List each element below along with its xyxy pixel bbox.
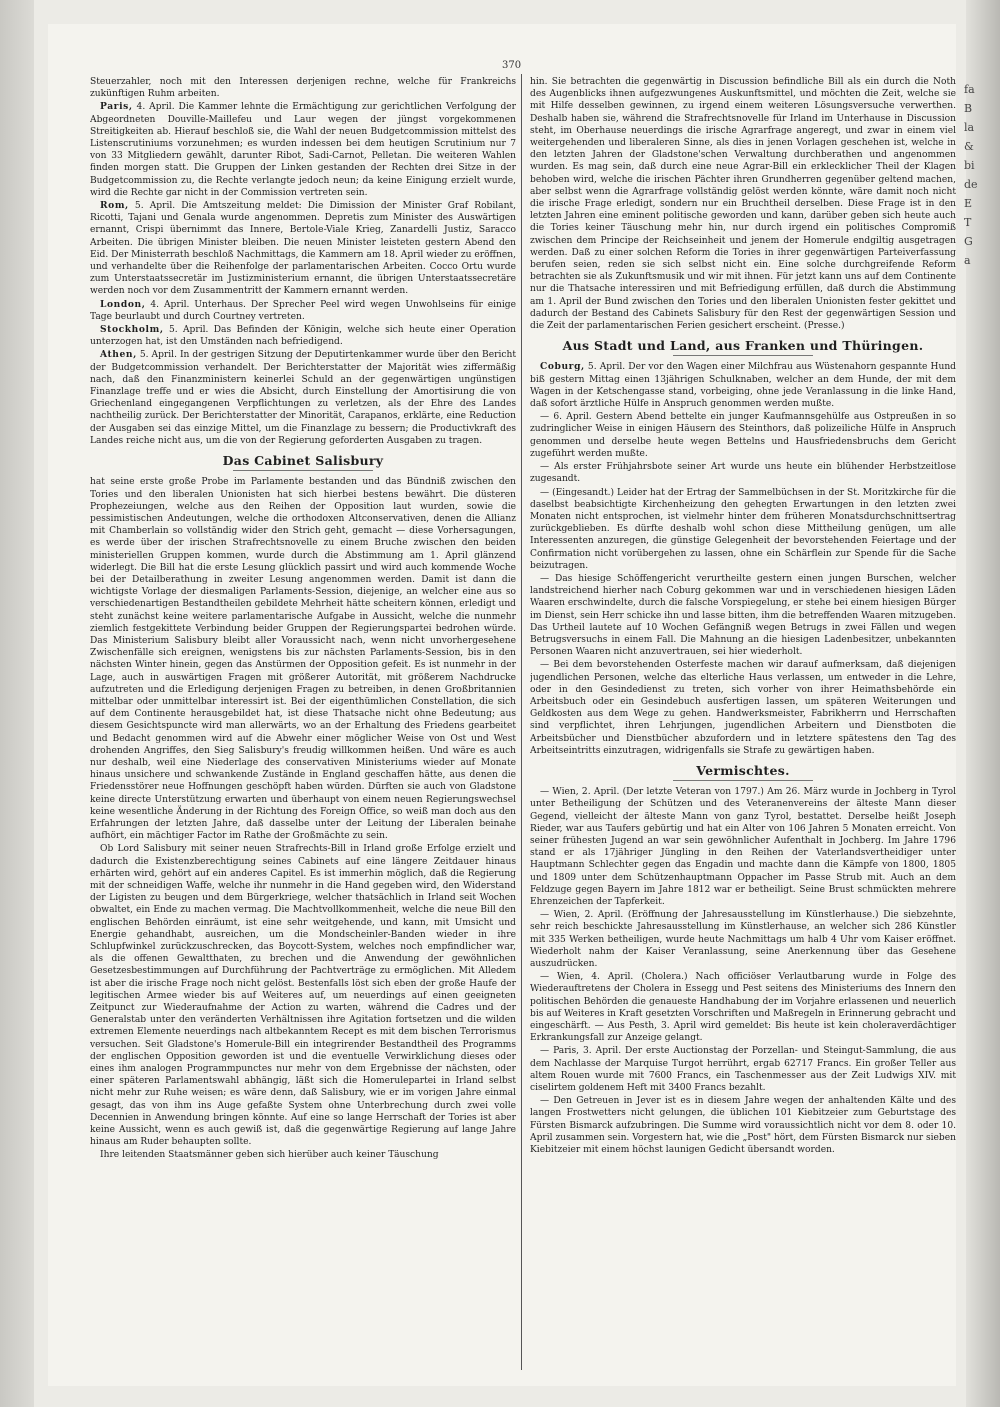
dateline-place: Coburg, [540,361,585,373]
scan-border-left [0,0,34,1407]
news-text: 5. April. Der vor den Wagen einer Milchfrau aus Wüstenahorn gespannte Hund biß gestern Mittag einen 13jährigen Schulknaben, welcher an dem Hunde, der mit dem Wagen in der Ketschengasse stand, vorbeiging, ohne jede Veranlassung in die linke Hand, daß sofort ärztliche Hülfe in Anspruch genommen werden mußte. [530,362,956,410]
news-item-stockholm [90,324,516,348]
dateline-place: Paris, [100,101,133,113]
dateline-place: London, [100,298,146,310]
news-item: — Wien, 4. April. (Cholera.) Nach officiöser Verlautbarung wurde in Folge des Wiederauftretens der Cholera in Essegg und Pest seitens des Ministeriums des Innern den politischen Behörden die genaueste Handhabung der im Vorjahre erlassenen und neuerlich bis auf Weiteres in Kraft gesetzten Vorschriften und Maßregeln in Erinnerung gebracht und eingeschärft. — Aus Pesth, 3. April wird gemeldet: Bis heute ist kein choleraverdächtiger Erkrankungsfall zur Anzeige gelangt. [530,972,956,1044]
bleed-fragment: la [964,121,975,134]
dateline-place: Stockholm, [100,324,164,336]
article-paragraph: Steuerzahler, noch mit den Interessen derjenigen rechne, welche für Frankreichs zukünftigen Ruhm arbeiten. [90,77,516,100]
news-text: 5. April. In der gestrigen Sitzung der Deputirtenkammer wurde über den Bericht der Budgetcommission verhandelt. Der Berichterstatter der Majorität wies ziffermäßig nach, daß den Finanzministern keinerlei Schuld an der gegenwärtigen ungünstigen Finanzlage treffe und er wies die Absicht, durch Einstellung der Amortisirung die von Griechenland eingegangenen Verpflichtungen zu verletzen, als der Ehre des Landes nachtheilig zurück. Der Berichterstatter der Minorität, Carapanos, erklärte, eine Reduction der Ausgaben sei das einzige Mittel, um die Finanzlage zu bessern; die Productivkraft des Landes reiche nicht aus, um die von der Regierung geforderten Ausgaben zu tragen. [90,350,516,446]
news-item-athens [90,349,516,447]
news-item: — Paris, 3. April. Der erste Auctionstag der Porzellan- und Steingut-Sammlung, die aus dem Nachlasse der Marquise Turgot herrührt, ergab 62717 Francs. Ein großer Teller aus altem Rouen wurde mit 7600 Francs, ein Taschenmesser aus der Zeit Ludwigs XIV. mit ciselirtem goldenem Heft mit 3400 Francs bezahlt. [530,1046,956,1094]
bleed-fragment: a [964,254,971,267]
news-item-coburg [530,361,956,410]
bleed-fragment: B [964,102,973,115]
news-item-paris [90,101,516,199]
news-item: — Bei dem bevorstehenden Osterfeste machen wir darauf aufmerksam, daß diejenigen jugendlichen Personen, welche das elterliche Haus verlassen, um entweder in die Lehre, oder in den Gesindedienst zu treten, sich vorher von ihrer Heimathsbehörde ein Arbeitsbuch oder ein Gesindebuch ausfertigen lassen, um späteren Weiterungen und Geldkosten aus dem Wege zu gehen. Handwerksmeister, Fabrikherrn und Herrschaften sind verpflichtet, ihren Lehrjungen, jugendlichen Arbeitern und Dienstboten die Arbeitsbücher und Dienstbücher abzufordern und in letztere spätestens den Tag des Arbeitseintritts einzutragen, widrigenfalls sie Strafe zu gewärtigen haben. [530,660,956,756]
bleed-fragment: de [964,178,978,191]
news-item-rome [90,200,516,298]
news-item-london [90,299,516,323]
column-rule [521,74,522,1370]
bleed-fragment: T [964,216,972,229]
news-item: — (Eingesandt.) Leider hat der Ertrag der Sammelbüchsen in der St. Moritzkirche für die daselbst beabsichtigte Kirchenheizung den gehegten Erwartungen in den letzten zwei Monaten nicht entsprochen, ist vielmehr hinter dem früheren Monatsdurchschnittsertrag zurückgeblieben. Es dürfte deshalb wohl schon diese Mittheilung genügen, um alle Interessenten anzuregen, die günstige Gelegenheit der bevorstehenden Feiertage und der Confirmation nicht vorübergehen zu lassen, ohne ein Schärflein zur Spende für die Sache beizutragen. [530,487,956,571]
news-item: — Das hiesige Schöffengericht verurtheilte gestern einen jungen Burschen, welcher landstreichend hierher nach Coburg gekommen war und in verschiedenen hiesigen Läden Waaren erschwindelte, durch die falsche Vorspiegelung, er stehe bei einem hiesigen Bürger im Dienst, sein Herr schicke ihn und lasse bitten, ihm die betreffenden Waaren mitzugeben. Das Urtheil lautete auf 10 Wochen Gefängniß wegen Betrugs in zwei Fällen und wegen Betrugsversuchs in einem Fall. Die Mahnung an die hiesigen Ladenbesitzer, unbekannten Personen Waaren nicht anzuvertrauen, sei hier wiederholt. [530,573,956,658]
bleed-fragment: G [964,235,973,248]
section-heading-miscellaneous: Vermischtes. [530,765,956,781]
bleed-fragment: bi [964,159,975,172]
news-item: — Wien, 2. April. (Der letzte Veteran von 1797.) Am 26. März wurde in Jochberg in Tyrol unter Betheiligung der Schützen und des Veteranenvereins der älteste Mann dieser Gegend, vielleicht der älteste Mann von ganz Tyrol, bestattet. Derselbe heißt Joseph Rieder, war aus Taufers gebürtig und hat ein Alter von 106 Jahren 5 Monaten erreicht. Von seiner frühesten Jugend an war sein gewöhnlicher Aufenthalt in Jochberg. Im Jahre 1796 stand er als 17jähriger Jüngling in den Reihen der Vaterlandsvertheidiger unter Hauptmann Schlechter gegen das Engadin und machte dann die Kämpfe von 1800, 1805 und 1809 unter dem Schützenhauptmann Oppacher im Passe Strub mit. Auch an dem Feldzuge gegen Bayern im Jahre 1812 war er betheiligt. Seine Brust schmückten mehrere Ehrenzeichen der Tapferkeit. [530,787,956,907]
article-paragraph: hat seine erste große Probe im Parlamente bestanden und das Bündniß zwischen den Tories und den liberalen Unionisten hat sich hierbei bestens bewährt. Die düsteren Prophezeiungen, welche aus den Reihen der Opposition laut wurden, sowie die pessimistischen Andeutungen, welche die orthodoxen Altconservativen, denen die Allianz mit Chamberlain so vollständig wider den Strich geht, gemacht — diese Vorhersagungen, es werde über der irischen Strafrechtsnovelle zu einem Bruche zwischen den beiden ministeriellen Gruppen kommen, wurde durch die Abstimmung am 1. April glänzend widerlegt. Die Bill hat die erste Lesung glücklich passirt und wird auch kommende Woche bei der Detailberathung in zweiter Lesung angenommen werden. Damit ist dann die wichtigste Vorlage der diesmaligen Parlaments-Session, diejenige, an welcher eine aus so verschiedenartigen Bestandtheilen gebildete Mehrheit hätte scheitern können, erledigt und steht zunächst keine weitere parlamentarische Aufgabe in Aussicht, welche die nunmehr ziemlich festgekittete Verbindung beider Gruppen der Regierungspartei bedrohen würde. Das Ministerium Salisbury bleibt aller Voraussicht nach, wenn nicht unvorhergesehene Zwischenfälle sich ereignen, wenigstens bis zur nächsten Parlaments-Session, bis in den nächsten Winter hinein, gegen das Anstürmen der Opposition gefeit. Es ist nunmehr in der Lage, auch in auswärtigen Fragen mit größerer Autorität, mit größerem Nachdrucke aufzutreten und die Erledigung derjenigen Fragen zu betreiben, in denen Großbritannien mittelbar oder unmittelbar interessirt ist. Bei der eigenthümlichen Constellation, die sich auf dem Continente herausgebildet hat, ist diese Thatsache nicht ohne Bedeutung; aus diesem Gesichtspuncte wird man allerwärts, wo an der Erhaltung des Friedens gearbeitet und Bedacht genommen wird auf die Abwehr einer möglicher Weise von Ost und West drohenden Angriffes, den Sieg Salisbury's freudig willkommen heißen. Und wäre es auch nur deshalb, weil eine Niederlage des conservativen Ministeriums wieder auf Monate hinaus unsichere und schwankende Zustände in England geschaffen hätte, aus denen die Friedensstörer neue Hoffnungen geschöpft haben würden. Dürften sie auch von Gladstone keine directe Unterstützung erwarten und überhaupt von einem neuen Regierungswechsel keine wesentliche Änderung in der Richtung des Foreign Office, so weiß man doch aus den Erfahrungen der letzten Jahre, daß dasselbe unter der Leitung der Liberalen beinahe aufhört, ein mächtiger Factor im Rathe der Großmächte zu sein. [90,477,516,842]
news-text: 4. April. Die Kammer lehnte die Ermächtigung zur gerichtlichen Verfolgung der Abgeordneten Douville-Maillefeu und Laur wegen der jüngst vorgekommenen Streitigkeiten ab. Hierauf beschloß sie, die Wahl der neuen Budgetcommission mittelst des Listenscrutiniums vorzunehmen; es wurden indessen bei dem heutigen Scrutinium nur 7 von 33 Mitgliedern gewählt, darunter Ribot, Sadi-Carnot, Pelletan. Die weiteren Wahlen finden morgen statt. Die Gruppen der Linken gestanden der Rechten drei Sitze in der Budgetcommission zu, die Rechte verlangte jedoch neun; da keine Einigung erzielt wurde, wird die Rechte gar nicht in der Commission vertreten sein. [90,102,516,198]
article-paragraph: Ihre leitenden Staatsmänner geben sich hierüber auch keiner Täuschung [100,1150,439,1161]
article-paragraph: Ob Lord Salisbury mit seiner neuen Strafrechts-Bill in Irland große Erfolge erzielt und dadurch die Existenzberechtigung seines Cabinets auf eine längere Zeitdauer hinaus erhärten wird, gehört auf ein anderes Capitel. Es ist immerhin möglich, daß die Regierung mit der schneidigen Waffe, welche ihr nunmehr in die Hand gegeben wird, den Widerstand der Ligisten zu beugen und dem Bürgerkriege, welcher thatsächlich in Irland seit Wochen obwaltet, ein Ende zu machen vermag. Die Machtvollkommenheit, welche die neue Bill den englischen Behörden einräumt, ist eine sehr weitgehende, und kann, mit Umsicht und Energie gehandhabt, ausreichen, um die Mondscheinler-Banden wieder in ihre Schlupfwinkel zurückzuschrecken, das Boycott-System, welches noch empfindlicher war, als die offenen Gewaltthaten, zu brechen und die Anwendung der gewöhnlichen Gesetzesbestimmungen auf Durchführung der Pachtverträge zu ermöglichen. Mit Alledem ist aber die irische Frage noch nicht gelöst. Bestenfalls löst sich eben der große Haufe der legitischen Armee wieder bis auf Weiteres auf, um neuerdings auf einen geeigneten Zeitpunct zur Wiederaufnahme der Action zu warten, während die Cadres und der Generalstab unter den veränderten Verhältnissen ihre Agitation fortsetzen und die wilden extremen Elemente neuerdings nach altbekanntem Recept es mit dem bischen Terrorismus versuchen. Seit Gladstone's Homerule-Bill ein integrirender Bestandtheil des Programms der englischen Opposition geworden ist und die eventuelle Verwirklichung dieses oder eines ihm analogen Programmpunctes nur mehr von dem Ergebnisse der nächsten, oder einer späteren Parlamentswahl abhängig, läßt sich die Homerulepartei in Irland selbst nicht mehr zur Ruhe weisen; es wäre denn, daß Salisbury, wie er im vorigen Jahre einmal gesagt, das von ihm ins Auge gefaßte System ohne Unterbrechung durch zwei volle Decennien in Anwendung bringen könnte. Auf eine so lange Herrschaft der Tories ist aber keine Aussicht, wenn es auch gewiß ist, daß die gegenwärtige Regierung auf lange Jahre hinaus am Ruder behaupten sollte. [90,844,516,1148]
adjacent-page-bleed [964,80,998,320]
news-item: — Wien, 2. April. (Eröffnung der Jahresausstellung im Künstlerhause.) Die siebzehnte, sehr reich beschickte Jahresausstellung im Künstlerhause, an welcher sich 286 Künstler mit 335 Werken betheiligen, wurde heute Nachmittags um halb 4 Uhr vom Kaiser eröffnet. Wiederholt nahm der Kaiser Veranlassung, seine Anerkennung über das Gesehene auszudrücken. [530,910,956,970]
right-column [530,76,956,1368]
news-text: 5. April. Die Amtszeitung meldet: Die Dimission der Minister Graf Robilant, Ricotti, Tajani und Genala wurde angenommen. Depretis zum Minister des Auswärtigen ernannt, Crispi übernimmt das Innere, Bertole-Viale Krieg, Zanardelli Justiz, Saracco Arbeiten. Die übrigen Minister bleiben. Die neuen Minister leisteten gestern Abend den Eid. Der Ministerrath beschloß Nachmittags, die Kammern am 18. April wieder zu eröffnen, und verhandelte über die Reihenfolge der parlamentarischen Arbeiten. Cocco Ortu wurde zum Unterstaatssecretär im Justizministerium ernannt, die übrigen Unterstaatssecretäre werden noch vor dem Zusammentritt der Kammern ernannt werden. [90,201,516,297]
news-text: 4. April. Unterhaus. Der Sprecher Peel wird wegen Unwohlseins für einige Tage beurlaubt und durch Courtney vertreten. [90,299,516,322]
section-heading-cabinet: Das Cabinet Salisbury [90,455,516,471]
page-number: 370 [502,60,522,71]
bleed-fragment: E [964,197,973,210]
bleed-fragment: fa [964,83,975,96]
dateline-place: Rom, [100,200,129,212]
left-column [90,76,516,1368]
news-item: — Den Getreuen in Jever ist es in diesem Jahre wegen der anhaltenden Kälte und des langen Frostwetters nicht gelungen, die üblichen 101 Kiebitzeier zum Geburtstage des Fürsten Bismarck aufzubringen. Die Summe wird voraussichtlich nicht vor dem 8. oder 10. April zusammen sein. Vorgestern hat, wie die „Post" hört, dem Fürsten Bismarck nur sieben Kiebitzeier mit einem höchst launigen Gedicht übersandt worden. [530,1096,956,1156]
news-item: — Als erster Frühjahrsbote seiner Art wurde uns heute ein blühender Herbstzeitlose zugesandt. [530,462,956,485]
section-heading-local: Aus Stadt und Land, aus Franken und Thüringen. [530,340,956,356]
news-item: — 6. April. Gestern Abend bettelte ein junger Kaufmannsgehülfe aus Ostpreußen in so zudringlicher Weise in einigen Häusern des Steinthors, daß polizeiliche Hülfe in Anspruch genommen und derselbe heute wegen Bettelns und Hausfriedensbruchs dem Gericht zugeführt werden mußte. [530,412,956,459]
news-text: 5. April. Das Befinden der Königin, welche sich heute einer Operation unterzogen hat, ist den Umständen nach befriedigend. [90,325,516,348]
article-paragraph: hin. Sie betrachten die gegenwärtig in Discussion befindliche Bill als ein durch die Noth des Augenblicks ihnen aufgezwungenes Auskunftsmittel, und möchten die Zeit, welche sie mit Hilfe desselben gewinnen, zu irgend einem weiteren Lösungsversuche verwerthen. Deshalb haben sie, während die Strafrechtsnovelle für Irland im Unterhause in Discussion steht, im Oberhause neuerdings die irische Agrarfrage angeregt, und zwar in einem viel weitergehenden und liberaleren Sinne, als dies in jenen Vorlagen geschehen ist, welche in den letzten Jahren der Gladstone'schen Verwaltung durchberathen und angenommen wurden. Es mag sein, daß durch eine neue Agrar-Bill ein erklecklicher Theil der Klagen behoben wird, welche die irischen Pächter ihren Grundherren gegenüber geltend machen, aber selbst wenn die Agrarfrage vollständig gelöst werden könnte, wäre damit noch nicht die irische Frage erledigt, sondern nur ein Bruchtheil derselben. Diese Frage ist in den letzten Jahren eine eminent politische geworden und kann, darüber geben sich heute auch die Tories keiner Täuschung mehr hin, nur durch irgend ein politisches Compromiß zwischen dem Principe der Reichseinheit und jenem der Homerule endgiltig ausgetragen werden. Daß zu einer solchen Reform die Tories in ihrer gegenwärtigen Parteiverfassung berufen seien, reden sie sich selbst nicht ein. Eine solche durchgreifende Reform betrachten sie als Zukunftsmusik und wir mit ihnen. Für jetzt kann uns auf dem Continente nur die Thatsache interessiren und mit Befriedigung erfüllen, daß durch die Abstimmung am 1. April der Bund zwischen den Tories und den liberalen Unionisten fester gekittet und dadurch der Bestand des Cabinets Salisbury für den Rest der gegenwärtigen Session und die Zeit der parlamentarischen Ferien gesichert erscheint. (Presse.) [530,77,956,332]
bleed-fragment: & [964,140,974,153]
dateline-place: Athen, [100,349,137,361]
